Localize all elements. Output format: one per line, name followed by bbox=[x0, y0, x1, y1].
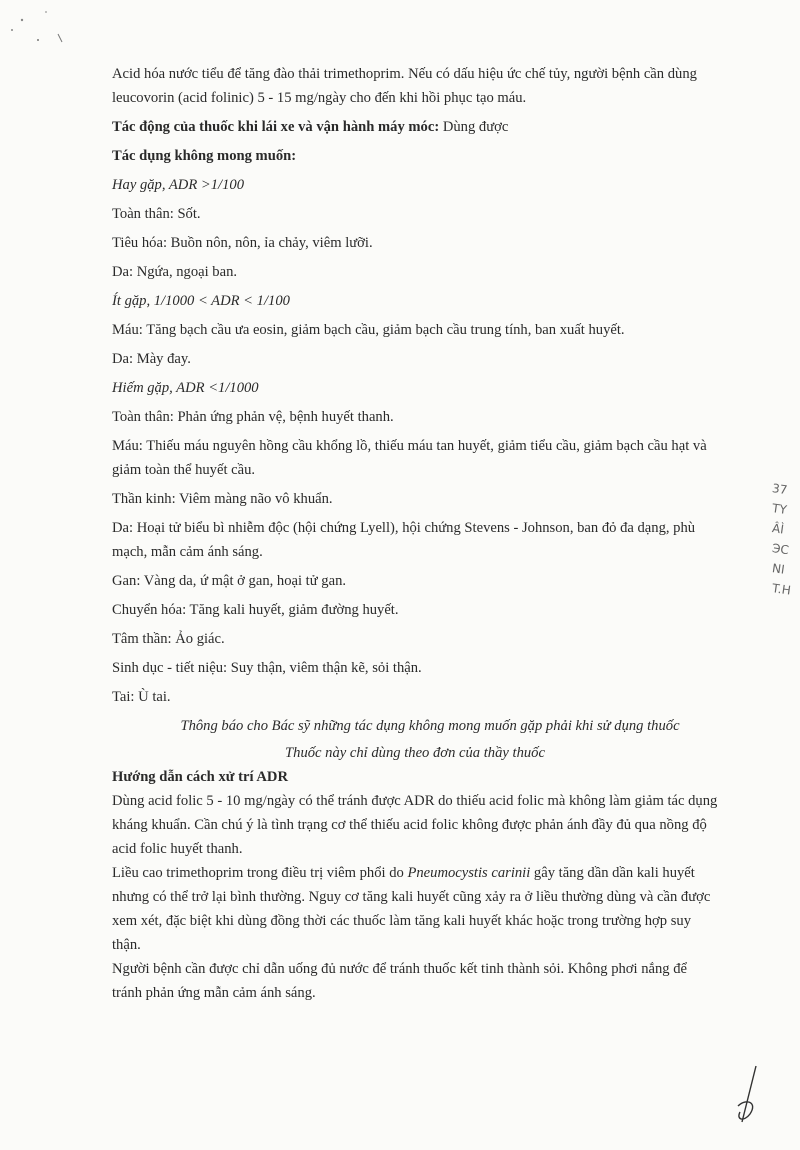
adr-heading: Tác dụng không mong muốn: bbox=[112, 148, 297, 164]
stamp-fragment: T.H bbox=[771, 581, 792, 598]
uncommon-item: Da: Mày đay. bbox=[112, 351, 191, 367]
handling-folic-acid: Dùng acid folic 5 - 10 mg/ngày có thể tránh được ADR do thiếu acid folic mà không làm giảm tác dụng kháng khuẩn. Cần chú ý là tình trạng cơ thể thiếu acid folic không được phản ánh đầy đủ qua nồng độ acid folic huyết thanh. bbox=[112, 793, 718, 857]
stamp-fragment: ЭC bbox=[771, 541, 790, 558]
handling-high-dose-a: Liều cao trimethoprim trong điều trị viêm phổi do bbox=[112, 865, 408, 881]
handling-hydration: Người bệnh cần được chỉ dẫn uống đủ nước để tránh thuốc kết tinh thành sỏi. Không phơi nắng để tránh phản ứng mẫn cảm ánh sáng. bbox=[112, 961, 687, 1001]
margin-stamp-fragment bbox=[772, 480, 800, 840]
handling-high-dose-b: gây tăng dần dần kali huyết nhưng có thể trở lại bình thường. Nguy cơ tăng kali huyết cũng xảy ra ở liều thường dùng và cần được xem xét, đặc biệt khi dùng đồng thời các thuốc làm tăng kali huyết khác hoặc trong trường hợp suy thận. bbox=[112, 865, 711, 953]
rare-item: Da: Hoại tử biểu bì nhiễm độc (hội chứng Lyell), hội chứng Stevens - Johnson, ban đỏ đa dạng, phù mạch, mẫn cảm ánh sáng. bbox=[112, 520, 696, 560]
rare-item: Gan: Vàng da, ứ mật ở gan, hoại tử gan. bbox=[112, 573, 347, 589]
rare-item: Tai: Ù tai. bbox=[112, 689, 171, 705]
uncommon-item: Máu: Tăng bạch cầu ưa eosin, giảm bạch cầu, giảm bạch cầu trung tính, ban xuất huyết. bbox=[112, 322, 625, 338]
pathogen-name: Pneumocystis carinii bbox=[407, 865, 531, 881]
rare-item: Thần kinh: Viêm màng não vô khuẩn. bbox=[112, 491, 333, 507]
common-item: Tiêu hóa: Buồn nôn, nôn, ỉa chảy, viêm lưỡi. bbox=[112, 235, 373, 251]
handling-heading: Hướng dẫn cách xử trí ADR bbox=[112, 769, 289, 785]
document-body bbox=[112, 62, 718, 1005]
stamp-fragment: NI bbox=[771, 561, 786, 577]
rare-item: Sinh dục - tiết niệu: Suy thận, viêm thận kẽ, sỏi thận. bbox=[112, 660, 422, 676]
common-heading: Hay gặp, ADR >1/100 bbox=[112, 177, 244, 193]
driving-text: Dùng được bbox=[439, 119, 509, 135]
notice-prescription-only: Thuốc này chỉ dùng theo đơn của thầy thuốc bbox=[285, 745, 545, 761]
driving-label: Tác động của thuốc khi lái xe và vận hành máy móc: bbox=[112, 119, 440, 135]
uncommon-heading: Ít gặp, 1/1000 < ADR < 1/100 bbox=[112, 293, 290, 309]
common-item: Toàn thân: Sốt. bbox=[112, 206, 201, 222]
rare-item: Toàn thân: Phản ứng phản vệ, bệnh huyết thanh. bbox=[112, 409, 394, 425]
scan-specks bbox=[0, 0, 80, 50]
common-item: Da: Ngứa, ngoại ban. bbox=[112, 264, 238, 280]
rare-item: Tâm thần: Ảo giác. bbox=[112, 631, 225, 647]
paragraph-driving bbox=[112, 115, 718, 139]
rare-heading: Hiếm gặp, ADR <1/1000 bbox=[112, 380, 259, 396]
stamp-fragment: ÂÌ bbox=[771, 521, 785, 537]
stamp-fragment: TY bbox=[771, 501, 788, 518]
notice-report-adr: Thông báo cho Bác sỹ những tác dụng không mong muốn gặp phải khi sử dụng thuốc bbox=[180, 718, 680, 734]
rare-item: Chuyển hóa: Tăng kali huyết, giảm đường huyết. bbox=[112, 602, 399, 618]
signature-mark bbox=[728, 1062, 768, 1132]
rare-item: Máu: Thiếu máu nguyên hồng cầu khổng lồ, thiếu máu tan huyết, giảm tiểu cầu, giảm bạch cầu hạt và giảm toàn thể huyết cầu. bbox=[112, 438, 707, 478]
paragraph-acidify: Acid hóa nước tiểu để tăng đào thải trimethoprim. Nếu có dấu hiệu ức chế tủy, người bệnh cần dùng leucovorin (acid folinic) 5 - 15 mg/ngày cho đến khi hồi phục tạo máu. bbox=[112, 66, 697, 106]
handling-high-dose bbox=[112, 861, 718, 957]
stamp-fragment: 37 bbox=[771, 481, 789, 498]
